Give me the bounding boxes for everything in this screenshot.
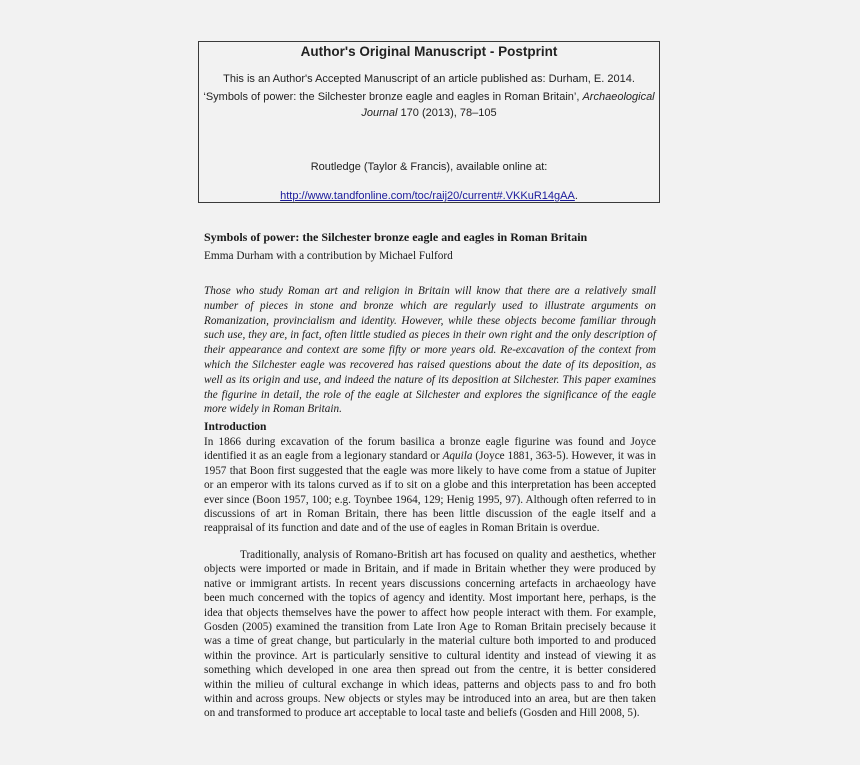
notice-title: Author's Original Manuscript - Postprint (300, 44, 558, 59)
manuscript-notice-box (198, 41, 660, 203)
p1-text-b: (Joyce 1881, 363-5). However, it was in 1957 that Boon first suggested that the eagle was more likely to have come from a statue of Jupiter or an emperor with its talons curved as if to sit on a globe and this interpretation has been accepted ever since (Boon 1957, 100; e.g. Toynbee 1964, 129; Henig 1995, 97). Although often referred to in discussions of art in Roman Britain, there has been little discussion of the eagle itself and a reappraisal of its function and date and of the use of eagles in Roman Britain is overdue. (204, 450, 656, 535)
url-period: . (574, 190, 578, 202)
p1-italic-aquila: Aquila (442, 450, 473, 463)
journal-volume: 170 (2013), 78–105 (397, 107, 497, 119)
journal-name-part-2: Journal (361, 107, 398, 119)
article-authors: Emma Durham with a contribution by Michael Fulford (204, 250, 453, 262)
url-line (199, 188, 659, 205)
notice-line-1: This is an Author's Accepted Manuscript of an article published as: Durham, E. 2014. (223, 73, 635, 85)
body-paragraph-2: Traditionally, analysis of Romano-British art has focused on quality and aesthetics, whether objects were imported or made in Britain, and if made in Britain whether they were produced by native or immigrant artists. In recent years discussions concerning artefacts in archaeology have been much concerned with the topics of agency and identity. Most important here, perhaps, is the idea that objects themselves have the power to affect how people interact with them. For example, Gosden (2005) examined the transition from Late Iron Age to Roman Britain precisely because it was a time of great change, but particularly in the material culture both imported to and produced within the province. Art is particularly sensitive to cultural identity and instead of viewing it as something which developed in one area then spread out from the centre, it is better considered within the milieu of cultural exchange in which ideas, patterns and objects pass to and fro both within and across groups. New objects or styles may be introduced into an area, but are then taken on and transformed to produce art acceptable to local taste and beliefs (Gosden and Hill 2008, 5). (204, 549, 656, 720)
article-url-link[interactable]: http://www.tandfonline.com/toc/raij20/current#.VKKuR14gAA (280, 190, 575, 202)
notice-line-2-text: ‘Symbols of power: the Silchester bronze eagle and eagles in Roman Britain’, (203, 91, 583, 103)
notice-line-2 (199, 89, 659, 106)
publisher-line: Routledge (Taylor & Francis), available online at: (310, 161, 548, 173)
abstract-paragraph: Those who study Roman art and religion in Britain will know that there are a relatively small number of pieces in stone and bronze which are regularly used to illustrate arguments on Romanization, provincialism and identity. However, while these objects become familiar through such use, they are, in fact, often little studied as pieces in their own right and the only description of their appearance and context are some fifty or more years old. Re-excavation of the context from which the Silchester eagle was recovered has raised questions about the date of its deposition, as well as its origin and use, and indeed the nature of its deposition at Silchester. This paper examines the figurine in detail, the role of the eagle at Silchester and explores the significance of the eagle more widely in Roman Britain. (204, 285, 656, 416)
article-title: Symbols of power: the Silchester bronze eagle and eagles in Roman Britain (204, 230, 588, 244)
notice-line-3 (199, 105, 659, 122)
p1-text-a: In 1866 during excavation of the forum basilica a bronze eagle figurine was found and Joyce identified it as an eagle from a legionary standard or (204, 436, 656, 463)
body-paragraph-1 (204, 435, 656, 536)
journal-name-part-1: Archaeological (582, 91, 655, 103)
introduction-heading: Introduction (204, 421, 267, 433)
